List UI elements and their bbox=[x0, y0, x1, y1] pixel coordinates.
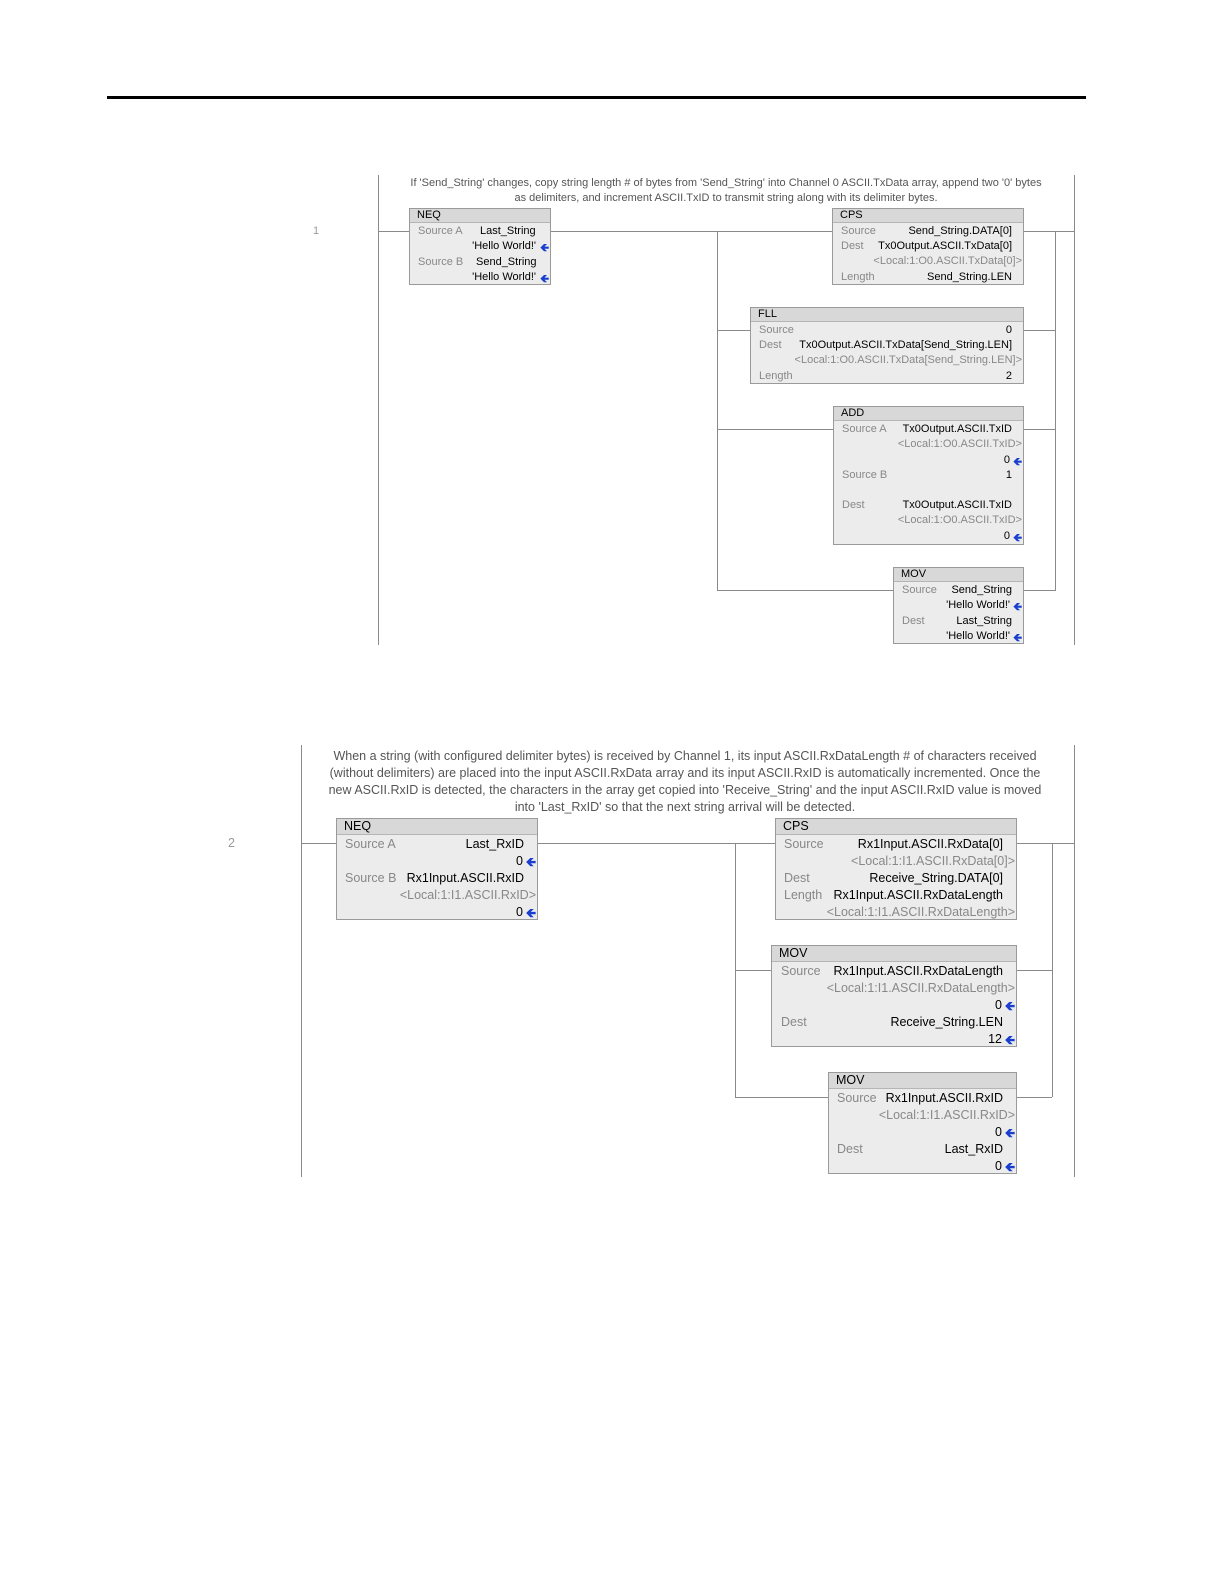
source-label: Source bbox=[902, 584, 937, 596]
source-value: 0 bbox=[995, 998, 1002, 1012]
rung-wire bbox=[1023, 231, 1074, 232]
source-b-operand[interactable]: Rx1Input.ASCII.RxID bbox=[406, 871, 524, 885]
source-a-tag: <Local:1:O0.ASCII.TxID> bbox=[897, 438, 1022, 450]
source-b-value: 0 bbox=[516, 905, 523, 919]
dest-operand[interactable]: Receive_String.LEN bbox=[890, 1015, 1003, 1029]
rung-wire bbox=[537, 843, 775, 844]
mov-instruction[interactable] bbox=[828, 1072, 1017, 1174]
comment-line: as delimiters, and increment ASCII.TxID to transmit string along with its delimiter bytes. bbox=[514, 192, 938, 204]
source-b-operand[interactable]: 1 bbox=[1005, 469, 1012, 481]
branch-wire bbox=[717, 429, 833, 430]
source-value: 0 bbox=[995, 1125, 1002, 1139]
instruction-title: MOV bbox=[829, 1073, 1016, 1089]
instruction-title: ADD bbox=[834, 407, 1023, 421]
branch-wire bbox=[717, 231, 718, 591]
dest-tag: <Local:1:O0.ASCII.TxData[Send_String.LEN]> bbox=[794, 354, 1022, 366]
arrow-left-icon: 🡸 bbox=[1013, 632, 1022, 644]
source-a-value: 'Hello World!' bbox=[472, 240, 536, 252]
instruction-title: NEQ bbox=[337, 819, 537, 835]
branch-wire bbox=[717, 590, 893, 591]
rung-comment bbox=[303, 748, 1067, 816]
dest-operand[interactable]: Last_String bbox=[956, 615, 1012, 627]
length-label: Length bbox=[759, 370, 793, 382]
source-a-label: Source A bbox=[842, 423, 887, 435]
rung-comment bbox=[380, 176, 1072, 206]
source-label: Source bbox=[781, 964, 821, 978]
source-value: 'Hello World!' bbox=[946, 599, 1010, 611]
branch-wire bbox=[1023, 590, 1055, 591]
dest-value: 0 bbox=[1003, 530, 1010, 542]
length-label: Length bbox=[841, 271, 875, 283]
cps-instruction[interactable] bbox=[832, 208, 1024, 285]
length-operand[interactable]: Send_String.LEN bbox=[927, 271, 1012, 283]
branch-wire bbox=[1016, 970, 1052, 971]
comment-line: into 'Last_RxID' so that the next string arrival will be detected. bbox=[514, 800, 856, 814]
rung-wire bbox=[551, 231, 832, 232]
source-b-label: Source B bbox=[842, 469, 888, 481]
arrow-left-icon: 🡸 bbox=[525, 855, 536, 869]
arrow-left-icon: 🡸 bbox=[1004, 1033, 1015, 1047]
branch-wire bbox=[735, 1097, 828, 1098]
source-operand[interactable]: 0 bbox=[1005, 324, 1012, 336]
page-top-rule bbox=[107, 96, 1086, 99]
source-a-label: Source A bbox=[418, 225, 463, 237]
branch-wire bbox=[1052, 843, 1053, 1097]
branch-wire bbox=[735, 970, 771, 971]
left-power-rail bbox=[378, 175, 379, 645]
right-power-rail bbox=[1074, 745, 1075, 1177]
branch-wire bbox=[1023, 429, 1055, 430]
dest-operand[interactable]: Tx0Output.ASCII.TxData[0] bbox=[878, 240, 1012, 252]
arrow-left-icon: 🡸 bbox=[540, 242, 549, 254]
neq-instruction[interactable] bbox=[336, 818, 538, 920]
source-tag: <Local:1:I1.ASCII.RxDataLength> bbox=[826, 981, 1015, 995]
source-b-label: Source B bbox=[418, 256, 464, 268]
source-a-label: Source A bbox=[345, 837, 396, 851]
left-power-rail bbox=[301, 745, 302, 1177]
source-tag: <Local:1:I1.ASCII.RxID> bbox=[878, 1108, 1015, 1122]
source-label: Source bbox=[759, 324, 794, 336]
comment-line: When a string (with configured delimiter bytes) is received by Channel 1, its input ASCII.RxDataLength # of characters received bbox=[333, 749, 1037, 763]
dest-operand[interactable]: Receive_String.DATA[0] bbox=[869, 871, 1003, 885]
source-label: Source bbox=[784, 837, 824, 851]
mov-instruction[interactable] bbox=[893, 567, 1024, 644]
mov-instruction[interactable] bbox=[771, 945, 1017, 1047]
dest-label: Dest bbox=[781, 1015, 807, 1029]
comment-line: (without delimiters) are placed into the input ASCII.RxData array and its input ASCII.RxID is automatically incremented. Once the bbox=[329, 766, 1041, 780]
dest-value: 'Hello World!' bbox=[946, 630, 1010, 642]
instruction-title: MOV bbox=[772, 946, 1016, 962]
length-operand[interactable]: 2 bbox=[1005, 370, 1012, 382]
source-label: Source bbox=[837, 1091, 877, 1105]
arrow-left-icon: 🡸 bbox=[1004, 1160, 1015, 1174]
arrow-left-icon: 🡸 bbox=[1004, 999, 1015, 1013]
dest-value: 0 bbox=[995, 1159, 1002, 1173]
branch-wire bbox=[1016, 1097, 1052, 1098]
dest-label: Dest bbox=[759, 339, 782, 351]
source-operand[interactable]: Send_String bbox=[951, 584, 1012, 596]
right-power-rail bbox=[1074, 175, 1075, 645]
source-b-value: 'Hello World!' bbox=[472, 271, 536, 283]
rung-number: 2 bbox=[228, 836, 235, 850]
source-operand[interactable]: Rx1Input.ASCII.RxID bbox=[885, 1091, 1003, 1105]
instruction-title: MOV bbox=[894, 568, 1023, 582]
arrow-left-icon: 🡸 bbox=[540, 273, 549, 285]
neq-instruction[interactable] bbox=[409, 208, 551, 285]
arrow-left-icon: 🡸 bbox=[1004, 1126, 1015, 1140]
dest-operand[interactable]: Tx0Output.ASCII.TxID bbox=[902, 499, 1012, 511]
length-label: Length bbox=[784, 888, 823, 902]
rung-number: 1 bbox=[313, 225, 320, 237]
comment-line: If 'Send_String' changes, copy string length # of bytes from 'Send_String' into Channel 0 ASCII.TxData array, append two '0' bytes bbox=[410, 177, 1042, 189]
instruction-title: NEQ bbox=[410, 209, 550, 223]
rung-wire bbox=[302, 843, 336, 844]
dest-label: Dest bbox=[841, 240, 864, 252]
source-label: Source bbox=[841, 225, 876, 237]
dest-operand[interactable]: Tx0Output.ASCII.TxData[Send_String.LEN] bbox=[799, 339, 1012, 351]
instruction-title: CPS bbox=[833, 209, 1023, 223]
source-a-value: 0 bbox=[1003, 454, 1010, 466]
dest-tag: <Local:1:O0.ASCII.TxData[0]> bbox=[873, 255, 1022, 267]
arrow-left-icon: 🡸 bbox=[1013, 601, 1022, 613]
length-operand[interactable]: Rx1Input.ASCII.RxDataLength bbox=[833, 888, 1003, 902]
rung-wire bbox=[379, 231, 409, 232]
branch-wire bbox=[1055, 231, 1056, 591]
length-tag: <Local:1:I1.ASCII.RxDataLength> bbox=[826, 905, 1015, 919]
arrow-left-icon: 🡸 bbox=[525, 906, 536, 920]
dest-label: Dest bbox=[902, 615, 925, 627]
arrow-left-icon: 🡸 bbox=[1013, 532, 1022, 544]
cps-instruction[interactable] bbox=[775, 818, 1017, 920]
arrow-left-icon: 🡸 bbox=[1013, 456, 1022, 468]
source-a-value: 0 bbox=[516, 854, 523, 868]
branch-wire bbox=[1023, 330, 1055, 331]
dest-label: Dest bbox=[784, 871, 810, 885]
source-b-tag: <Local:1:I1.ASCII.RxID> bbox=[399, 888, 536, 902]
source-tag: <Local:1:I1.ASCII.RxData[0]> bbox=[851, 854, 1015, 868]
dest-value: 12 bbox=[988, 1032, 1002, 1046]
branch-wire bbox=[717, 330, 750, 331]
instruction-title: FLL bbox=[751, 308, 1023, 322]
source-operand[interactable]: Rx1Input.ASCII.RxData[0] bbox=[857, 837, 1003, 851]
fll-instruction[interactable] bbox=[750, 307, 1024, 384]
add-instruction[interactable] bbox=[833, 406, 1024, 545]
instruction-title: CPS bbox=[776, 819, 1016, 835]
source-b-label: Source B bbox=[345, 871, 397, 885]
rung-wire bbox=[1016, 843, 1074, 844]
source-operand[interactable]: Rx1Input.ASCII.RxDataLength bbox=[833, 964, 1003, 978]
source-operand[interactable]: Send_String.DATA[0] bbox=[908, 225, 1012, 237]
comment-line: new ASCII.RxID is detected, the characters in the array get copied into 'Receive_String' and the input ASCII.RxID value is moved bbox=[328, 783, 1042, 797]
dest-label: Dest bbox=[842, 499, 865, 511]
dest-operand[interactable]: Last_RxID bbox=[944, 1142, 1003, 1156]
dest-label: Dest bbox=[837, 1142, 863, 1156]
source-b-operand[interactable]: Send_String bbox=[476, 256, 537, 268]
source-a-operand[interactable]: Last_String bbox=[480, 225, 536, 237]
source-a-operand[interactable]: Last_RxID bbox=[465, 837, 524, 851]
dest-tag: <Local:1:O0.ASCII.TxID> bbox=[897, 514, 1022, 526]
source-a-operand[interactable]: Tx0Output.ASCII.TxID bbox=[902, 423, 1012, 435]
